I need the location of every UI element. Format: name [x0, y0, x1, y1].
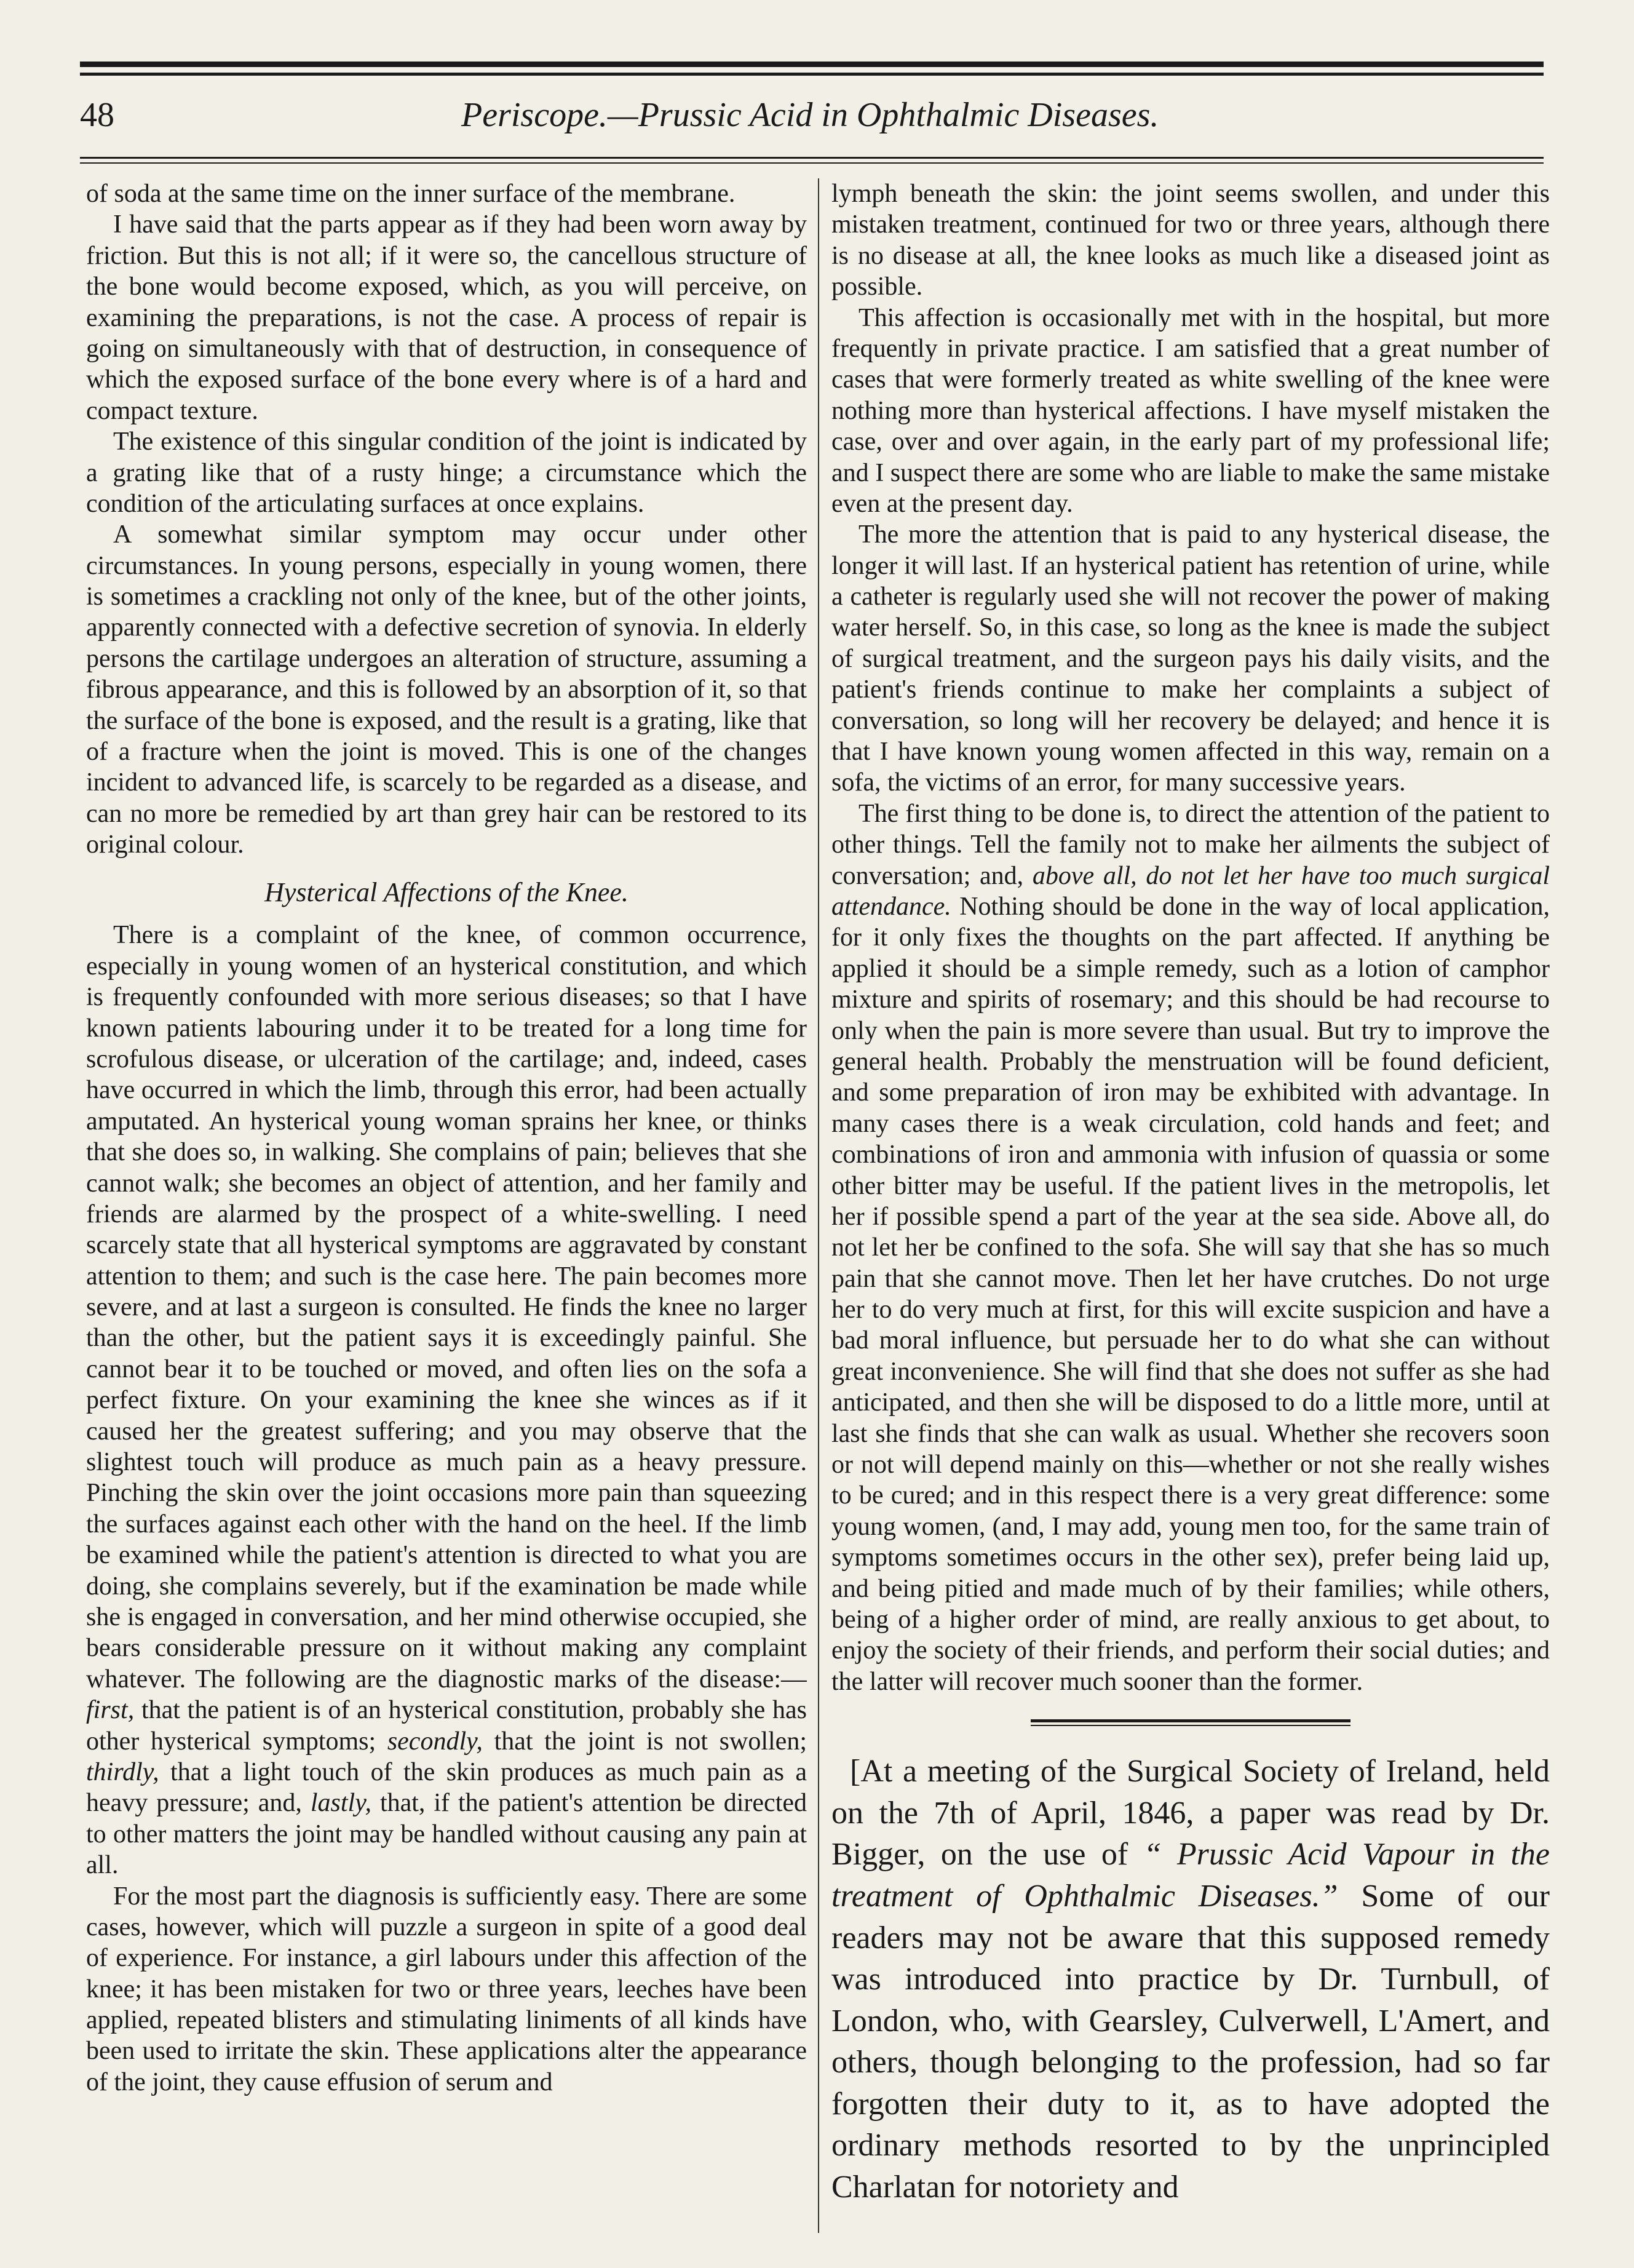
section-separator	[1031, 1719, 1350, 1722]
paragraph: The more the attention that is paid to any hysterical disease, the longer it will last. If an hysterical patient has retention of urine, while a catheter is regularly used she will not recover the power of making water herself. So, in this case, so long as the knee is made the subject of surgical treatment, and the surgeon pays his daily visits, and the patient's friends continue to make her complaints a subject of conversation, so long will her recovery be delayed; and hence it is that I have known young women affected in this way, remain on a sofa, the victims of an error, for many successive years.	[831, 520, 1550, 797]
paragraph	[86, 920, 807, 1880]
text-run: Some of our readers may not be aware that this supposed remedy was introduced into practice by Dr. Turnbull, of London, who, with Gearsley, Culverwell, L'Amert, and others, though belonging to the profession, had so far forgotten their duty to it, as to have adopted the ordinary methods resorted to by the unprincipled Charlatan for notoriety and	[831, 1878, 1550, 2205]
paragraph: of soda at the same time on the inner surface of the membrane.	[86, 180, 736, 208]
paragraph: A somewhat similar symptom may occur under other circumstances. In young persons, especially in young women, there is sometimes a crackling not only of the knee, but of the other joints, apparently connected with a defective secretion of synovia. In elderly persons the cartilage undergoes an alteration of structure, assuming a fibrous appearance, and this is followed by an absorption of it, so that the surface of the bone is exposed, and the result is a grating, like that of a fracture when the joint is moved. This is one of the changes incident to advanced life, is scarcely to be regarded as a disease, and can no more be remedied by art than grey hair can be restored to its original colour.	[86, 520, 807, 859]
column-divider	[818, 178, 819, 2233]
text-run: that a light touch of the skin produces as much pain as a heavy pressure; and,	[86, 1757, 807, 1818]
section-separator-thin	[1031, 1725, 1350, 1726]
emphasis: secondly,	[387, 1727, 483, 1756]
text-run: [At a meeting of the Surgical Society of Ireland, held on the 7th of April, 1846, a paper was read by Dr. Bigger, on the use of	[831, 1754, 1550, 1872]
running-head	[80, 95, 1544, 145]
right-column	[831, 178, 1550, 2227]
paragraph: lymph beneath the skin: the joint seems swollen, and under this mistaken treatment, continued for two or three years, although there is no disease at all, the knee looks as much like a diseased joint as possible.	[831, 180, 1550, 301]
emphasis: first,	[86, 1696, 135, 1725]
paragraph	[831, 798, 1550, 1697]
meeting-notice	[831, 1751, 1550, 2208]
text-run: that the joint is not swollen;	[482, 1727, 807, 1756]
text-run: that the patient is of an hysterical constitution, probably she has other hysterical symptoms;	[86, 1696, 807, 1756]
emphasis: above all, do not let her have too much surgical attendance.	[831, 861, 1550, 921]
text-run: The first thing to be done is, to direct the attention of the patient to other things. Tell the family not to make her ailments the subject of conversation; and,	[831, 799, 1550, 890]
text-run: There is a complaint of the knee, of common occurrence, especially in young women of an hysterical constitution, and which is frequently confounded with more serious diseases; so that I have known patients labouring under it to be treated for a long time for scrofulous disease, or ulceration of the cartilage; and, indeed, cases have occurred in which the limb, through this error, had been actually amputated. An hysterical young woman sprains her knee, or thinks that she does so, in walking. She complains of pain; believes that she cannot walk; she becomes an object of attention, and her family and friends are alarmed by the prospect of a white-swelling. I need scarcely state that all hysterical symptoms are aggravated by constant attention to them; and such is the case here. The pain becomes more severe, and at last a surgeon is consulted. He finds the knee no larger than the other, but the patient says it is exceedingly painful. She cannot bear it to be touched or moved, and often lies on the sofa a perfect fixture. On your examining the knee she winces as if it caused her the greatest suffering; and you may observe that the slightest touch will produce as much pain as a heavy pressure. Pinching the skin over the joint occasions more pain than squeezing the surfaces against each other with the hand on the heel. If the limb be examined while the patient's attention is directed to what you are doing, she complains severely, but if the examination be made while she is engaged in conversation, and her mind otherwise occupied, she bears considerable pressure on it without making any complaint whatever. The following are the diagnostic marks of the disease:—	[86, 921, 807, 1693]
left-column	[86, 178, 807, 2227]
emphasis: lastly,	[310, 1789, 372, 1818]
paragraph: I have said that the parts appear as if they had been worn away by friction. But this is not all; if it were so, the cancellous structure of the bone would become exposed, which, as you will perceive, on examining the preparations, is not the case. A process of repair is going on simultaneously with that of destruction, in consequence of which the exposed surface of the bone every where is of a hard and compact texture.	[86, 210, 807, 425]
page-number: 48	[80, 96, 114, 134]
paragraph: The existence of this singular condition of the joint is indicated by a grating like that of a rusty hinge; a circumstance which the condition of the articulating surfaces at once explains.	[86, 428, 807, 518]
header-underline	[80, 157, 1544, 159]
paragraph	[831, 1751, 1550, 2208]
running-title: Periscope.—Prussic Acid in Ophthalmic Diseases.	[461, 96, 1159, 134]
header-underline-thin	[80, 162, 1544, 164]
text-run: that, if the patient's attention be directed to other matters the joint may be handled without causing any pain at all.	[86, 1789, 807, 1880]
paragraph: This affection is occasionally met with in the hospital, but more frequently in private practice. I am satisfied that a great number of cases that were formerly treated as white swelling of the knee were nothing more than hysterical affections. I have myself mistaken the case, over and over again, in the early part of my professional life; and I suspect there are some who are liable to make the same mistake even at the present day.	[831, 303, 1550, 518]
header-rule-thick	[80, 62, 1544, 67]
section-heading: Hysterical Affections of the Knee.	[264, 877, 629, 907]
text-run: Nothing should be done in the way of local application, for it only fixes the thoughts on the part affected. If anything be applied it should be a simple remedy, such as a lotion of camphor mixture and spirits of rosemary; and this should be had recourse to only when the pain is more severe than usual. But try to improve the general health. Probably the menstruation will be found deficient, and some preparation of iron may be exhibited with advantage. In many cases there is a weak circulation, cold hands and feet; and combinations of iron and ammonia with infusion of quassia or some other bitter may be useful. If the patient lives in the metropolis, let her if possible spend a part of the year at the sea side. Above all, do not let her be confined to the sofa. She will say that she has so much pain that she cannot move. Then let her have crutches. Do not urge her to do very much at first, for this will excite suspicion and have a bad moral influence, but persuade her to do what she can without great inconvenience. She will find that she does not suffer as she had anticipated, and then she will be disposed to do a little more, until at last she finds that she can walk as usual. Whether she recovers soon or not will depend mainly on this—whether or not she really wishes to be cured; and in this respect there is a very great difference: some young women, (and, I may add, young men too, for the same train of symptoms sometimes occurs in the other sex), prefer being laid up, and being pitied and made much of by their families; while others, being of a higher order of mind, are really anxious to get about, to enjoy the society of their friends, and perform their social duties; and the latter will recover much sooner than the former.	[831, 892, 1550, 1696]
emphasis: thirdly,	[86, 1757, 159, 1786]
paper-title: “ Prussic Acid Vapour in the treatment of Ophthalmic Diseases.”	[831, 1837, 1550, 1914]
paragraph: For the most part the diagnosis is sufficiently easy. There are some cases, however, which will puzzle a surgeon in spite of a good deal of experience. For instance, a girl labours under this affection of the knee; it has been mistaken for two or three years, leeches have been applied, repeated blisters and stimulating liniments of all kinds have been used to irritate the skin. These applications alter the appearance of the joint, they cause effusion of serum and	[86, 1882, 807, 2096]
header-rule	[80, 73, 1544, 76]
